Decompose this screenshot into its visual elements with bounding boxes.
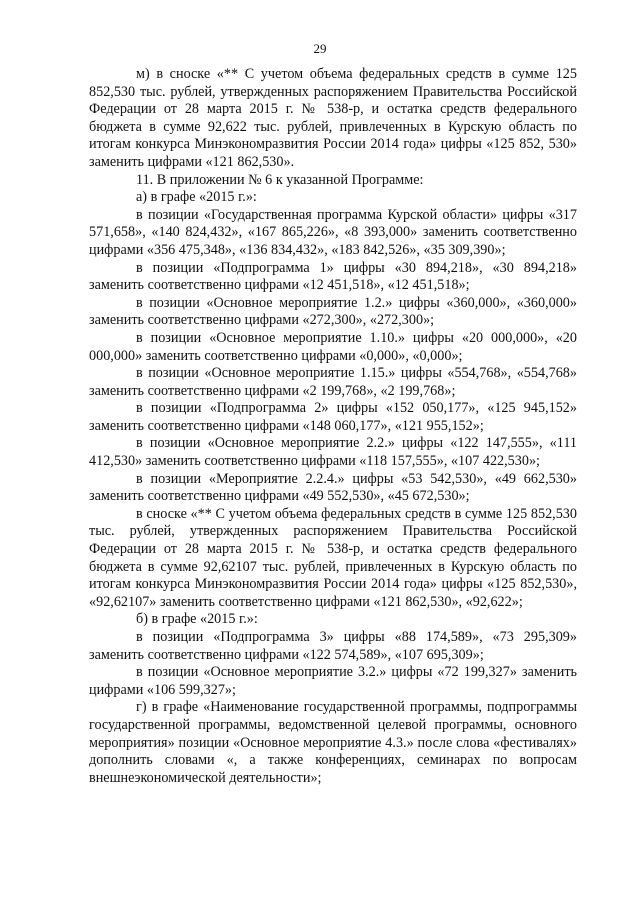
paragraph-sub-g: г) в графе «Наименование государственной программы, подпрограммы государственной программы, ведомственной целевой программы, основного мероприятия» позиции «Основное мероприятие 4.3.» после слова «фестивалях» дополнить словами «, а также конференциях, семинарах по вопросам внешнеэкономической деятельности»; — [89, 699, 577, 786]
paragraph-position-measure-1-2: в позиции «Основное мероприятие 1.2.» цифры «360,000», «360,000» заменить соответственно цифрами «272,300», «272,300»; — [89, 294, 577, 329]
paragraph-sub-a: а) в графе «2015 г.»: — [136, 189, 257, 206]
paragraph-position-subprogram-2: в позиции «Подпрограмма 2» цифры «152 050,177», «125 945,152» заменить соответственно цифрами «148 060,177», «121 955,152»; — [89, 400, 577, 434]
paragraph-item-11: 11. В приложении № 6 к указанной Программе: — [136, 171, 424, 188]
paragraph-position-program: в позиции «Государственная программа Курской области» цифры «317 571,658», «140 824,432», «167 865,226», «8 393,000» заменить соответственно цифрами «356 475,348», «136 834,432», «183 842,526», «35 309,390»; — [89, 206, 577, 258]
document-body — [89, 66, 577, 787]
paragraph-sub-v: б) в графе «2015 г.»: — [136, 611, 258, 628]
paragraph-footnote-b: в сноске «** С учетом объема федеральных средств в сумме 125 852,530 тыс. рублей, утвержденных распоряжением Правительства Российской Федерации от 28 марта 2015 г. № 538-р, и остатка средств федерального бюджета в сумме 92,62107 тыс. рублей, привлеченных в Курскую область по итогам конкурса Минэкономразвития России 2014 года» цифры «125 852,530», «92,62107» заменить соответственно цифрами «121 862,530», «92,622»; — [89, 505, 577, 610]
paragraph-position-measure-3-2: в позиции «Основное мероприятие 3.2.» цифры «72 199,327» заменить цифрами «106 599,327»; — [89, 664, 577, 698]
paragraph-position-subprogram-3: в позиции «Подпрограмма 3» цифры «88 174,589», «73 295,309» заменить соответственно цифрами «122 574,589», «107 695,309»; — [89, 629, 577, 663]
paragraph-position-measure-1-10: в позиции «Основное мероприятие 1.10.» цифры «20 000,000», «20 000,000» заменить соответственно цифрами «0,000», «0,000»; — [89, 329, 577, 364]
paragraph-position-subprogram-1: в позиции «Подпрограмма 1» цифры «30 894,218», «30 894,218» заменить соответственно цифрами «12 451,518», «12 451,518»; — [89, 259, 577, 294]
paragraph-position-measure-1-15: в позиции «Основное мероприятие 1.15.» цифры «554,768», «554,768» заменить соответственно цифрами «2 199,768», «2 199,768»; — [89, 365, 577, 399]
paragraph-footnote-m: м) в сноске «** С учетом объема федеральных средств в сумме 125 852,530 тыс. рублей, утвержденных распоряжением Правительства Российской Федерации от 28 марта 2015 г. № 538-р, и остатка средств федерального бюджета в сумме 92,622 тыс. рублей, привлеченных в Курскую область по итогам конкурса Минэкономразвития России 2014 года» цифры «125 852, 530» заменить цифрами «121 862,530». — [89, 66, 577, 170]
paragraph-position-measure-2-2-4: в позиции «Мероприятие 2.2.4.» цифры «53 542,530», «49 662,530» заменить соответственно цифрами «49 552,530», «45 672,530»; — [89, 470, 577, 505]
paragraph-position-measure-2-2: в позиции «Основное мероприятие 2.2.» цифры «122 147,555», «111 412,530» заменить соответственно цифрами «118 157,555», «107 422,530»; — [89, 435, 577, 470]
page-number: 29 — [313, 41, 327, 56]
